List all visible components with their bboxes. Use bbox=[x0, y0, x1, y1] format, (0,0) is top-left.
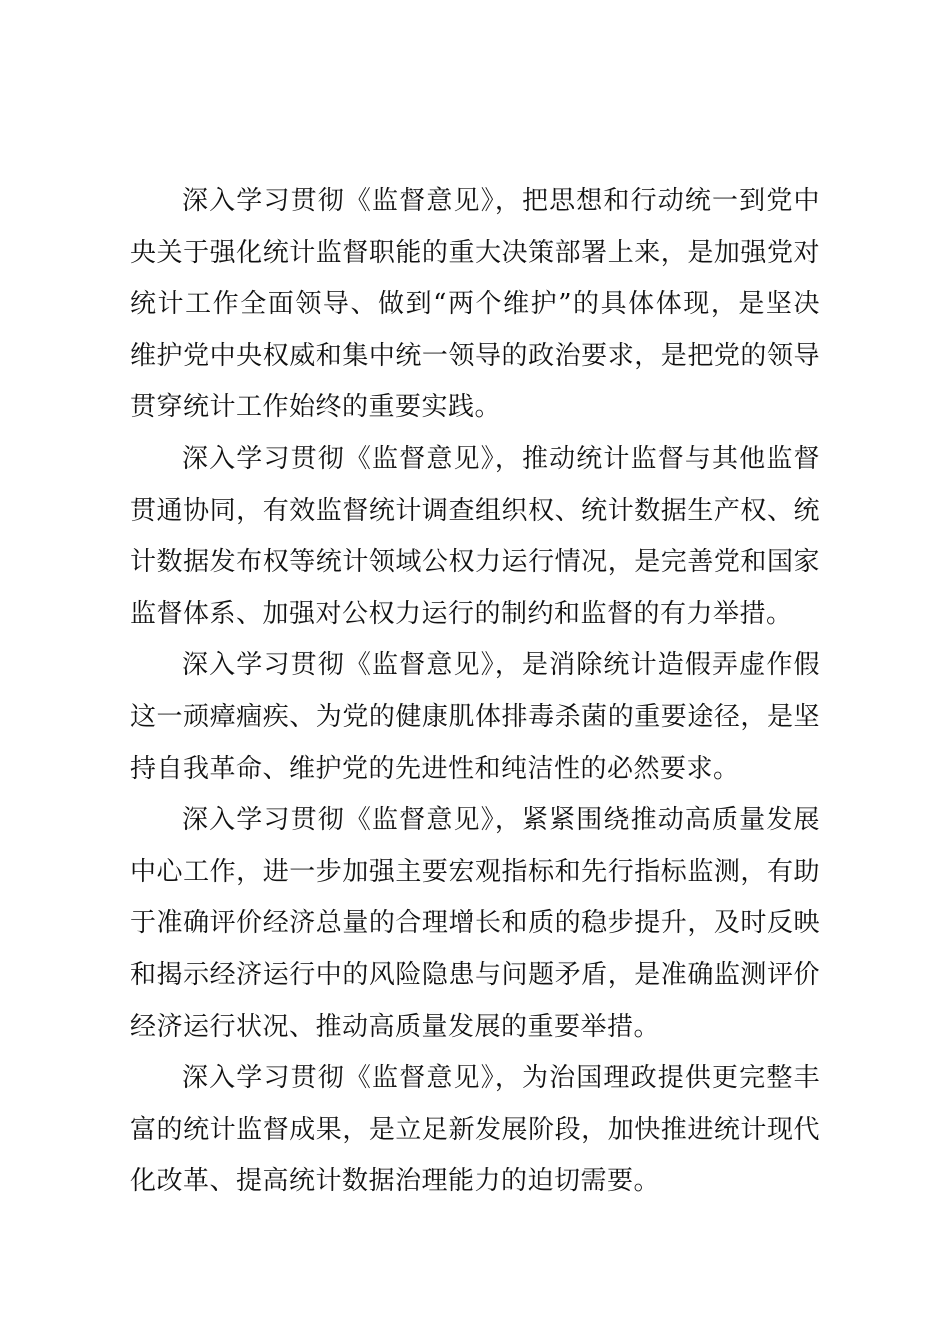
paragraph-3: 深入学习贯彻《监督意见》，是消除统计造假弄虚作假这一顽瘴痼疾、为党的健康肌体排毒杀菌的重要途径，是坚持自我革命、维护党的先进性和纯洁性的必然要求。 bbox=[130, 650, 820, 784]
paragraph-2: 深入学习贯彻《监督意见》，推动统计监督与其他监督贯通协同，有效监督统计调查组织权、统计数据生产权、统计数据发布权等统计领域公权力运行情况，是完善党和国家监督体系、加强对公权力运行的制约和监督的有力举措。 bbox=[130, 443, 820, 629]
paragraph-1: 深入学习贯彻《监督意见》，把思想和行动统一到党中央关于强化统计监督职能的重大决策部署上来，是加强党对统计工作全面领导、做到“两个维护”的具体体现，是坚决维护党中央权威和集中统一领导的政治要求，是把党的领导贯穿统计工作始终的重要实践。 bbox=[130, 186, 820, 423]
paragraph-4: 深入学习贯彻《监督意见》，紧紧围绕推动高质量发展中心工作，进一步加强主要宏观指标和先行指标监测，有助于准确评价经济总量的合理增长和质的稳步提升，及时反映和揭示经济运行中的风险隐患与问题矛盾，是准确监测评价经济运行状况、推动高质量发展的重要举措。 bbox=[130, 805, 820, 1042]
paragraph-5: 深入学习贯彻《监督意见》，为治国理政提供更完整丰富的统计监督成果，是立足新发展阶段，加快推进统计现代化改革、提高统计数据治理能力的迫切需要。 bbox=[130, 1063, 820, 1197]
document-body bbox=[130, 176, 820, 1208]
